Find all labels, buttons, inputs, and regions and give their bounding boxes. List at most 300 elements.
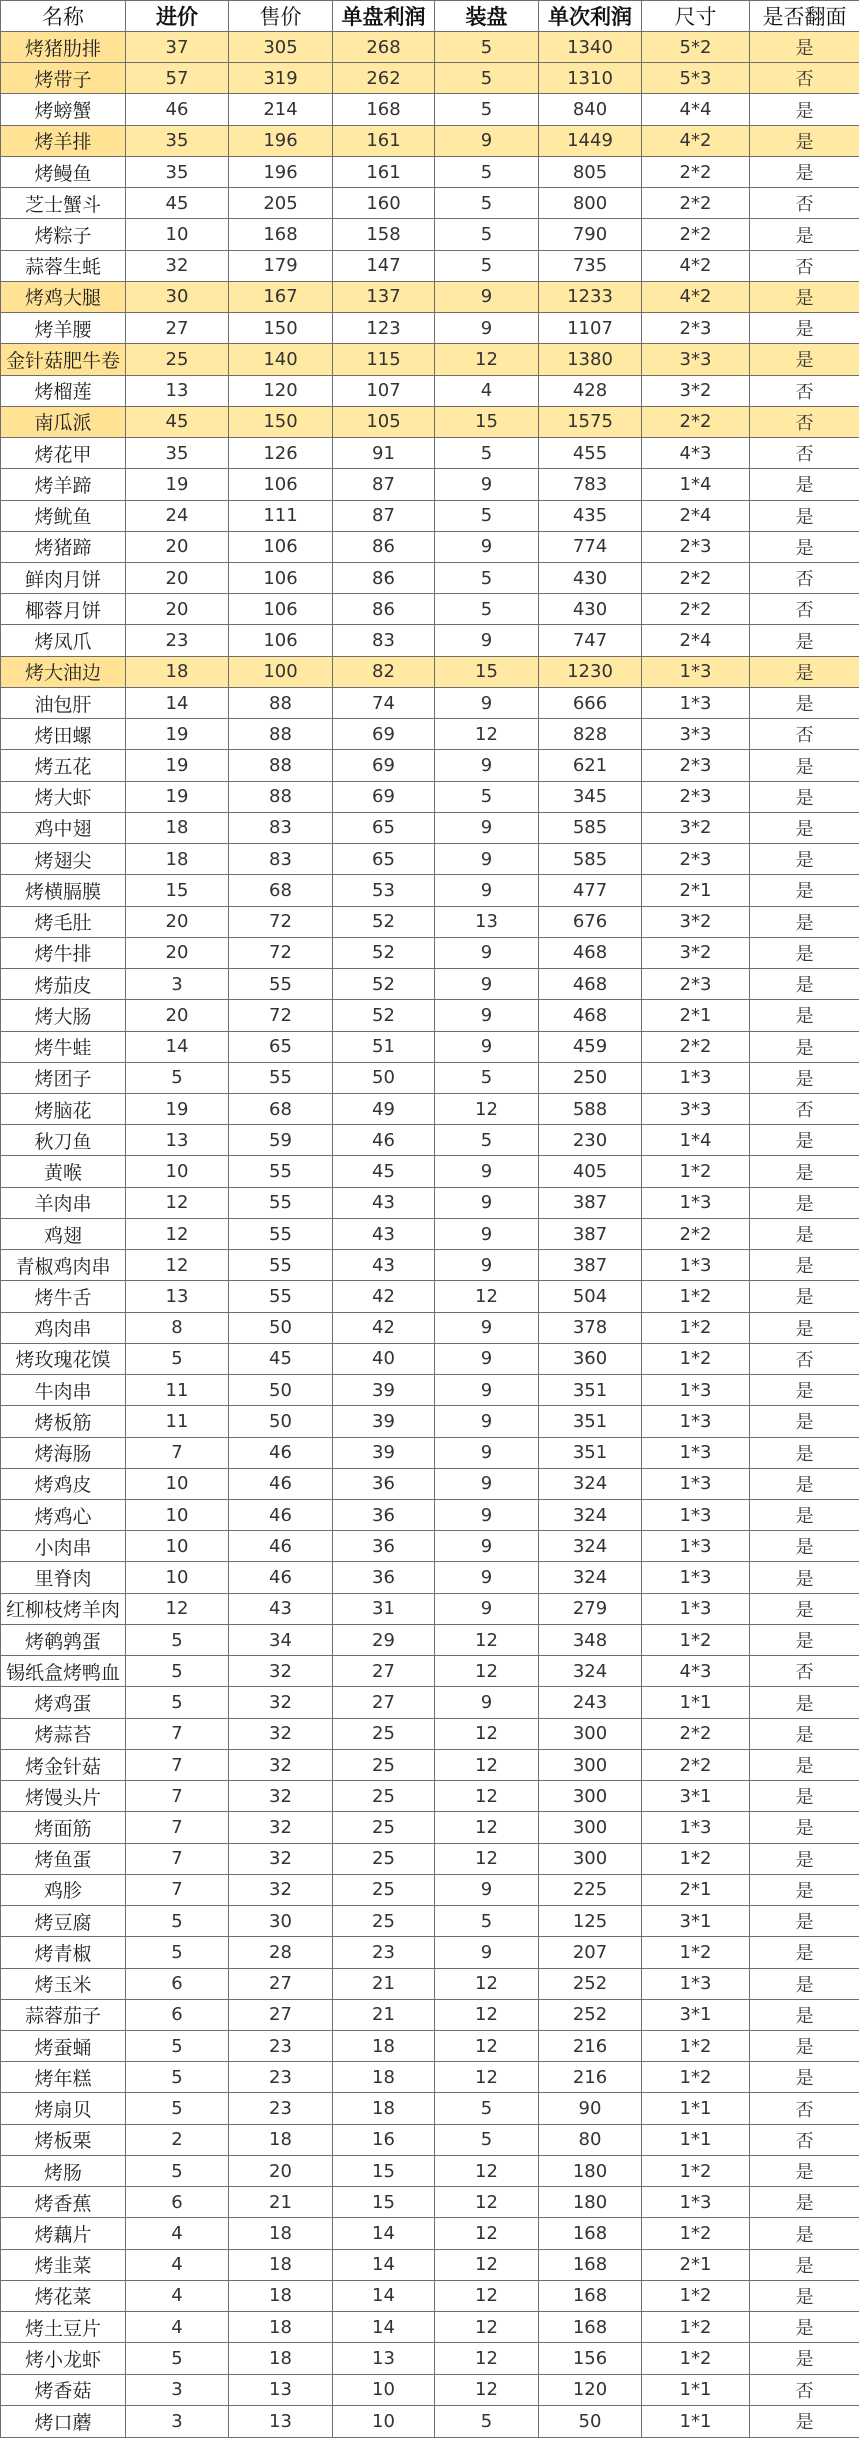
name-cell: 芝士蟹斗 [1,188,126,219]
cost-cell: 3 [126,2374,229,2405]
flip-cell: 是 [750,1125,859,1156]
name-cell: 烤横膈膜 [1,875,126,906]
batch-profit-cell: 351 [539,1437,642,1468]
size-cell: 2*3 [642,750,750,781]
flip-cell: 否 [750,1656,859,1687]
price-cell: 50 [229,1406,333,1437]
price-cell: 32 [229,1687,333,1718]
table-row [1,812,859,843]
price-cell: 23 [229,2093,333,2124]
name-cell: 烤鹌鹑蛋 [1,1624,126,1655]
price-cell: 18 [229,2280,333,2311]
price-cell: 32 [229,1749,333,1780]
name-cell: 烤牛排 [1,937,126,968]
price-cell: 43 [229,1593,333,1624]
price-cell: 46 [229,1437,333,1468]
batch-profit-cell: 216 [539,2031,642,2062]
flip-cell: 是 [750,1624,859,1655]
price-cell: 83 [229,844,333,875]
batch-profit-cell: 125 [539,1906,642,1937]
batch-profit-cell: 1449 [539,125,642,156]
flip-cell: 是 [750,344,859,375]
size-cell: 1*3 [642,1812,750,1843]
table-row [1,1000,859,1031]
price-cell: 72 [229,937,333,968]
flip-cell: 是 [750,1562,859,1593]
size-cell: 1*1 [642,2405,750,2437]
tray-cell: 12 [435,1812,539,1843]
tray-cell: 9 [435,1343,539,1374]
cost-cell: 10 [126,1500,229,1531]
cost-cell: 19 [126,781,229,812]
name-cell: 牛肉串 [1,1375,126,1406]
batch-profit-cell: 1340 [539,32,642,63]
cost-cell: 10 [126,1562,229,1593]
tray-cell: 5 [435,1062,539,1093]
size-cell: 1*3 [642,2187,750,2218]
name-cell: 烤鸡蛋 [1,1687,126,1718]
flip-cell: 是 [750,1250,859,1281]
size-cell: 1*1 [642,1687,750,1718]
table-row [1,1468,859,1499]
price-cell: 83 [229,812,333,843]
batch-profit-cell: 252 [539,1968,642,1999]
size-cell: 1*3 [642,1437,750,1468]
profit-cell: 29 [333,1624,435,1655]
batch-profit-cell: 1107 [539,313,642,344]
header-flip: 是否翻面 [750,1,859,32]
name-cell: 烤毛肚 [1,906,126,937]
profit-cell: 16 [333,2124,435,2155]
name-cell: 烤板筋 [1,1406,126,1437]
table-row [1,469,859,500]
tray-cell: 12 [435,2155,539,2186]
profit-cell: 91 [333,438,435,469]
price-cell: 32 [229,1812,333,1843]
profit-cell: 49 [333,1093,435,1124]
table-row [1,2405,859,2437]
flip-cell: 是 [750,625,859,656]
flip-cell: 否 [750,719,859,750]
flip-cell: 是 [750,2405,859,2437]
profit-cell: 40 [333,1343,435,1374]
batch-profit-cell: 459 [539,1031,642,1062]
name-cell: 鸡中翅 [1,812,126,843]
name-cell: 烤藕片 [1,2218,126,2249]
price-cell: 59 [229,1125,333,1156]
size-cell: 1*3 [642,1968,750,1999]
flip-cell: 是 [750,1718,859,1749]
tray-cell: 12 [435,719,539,750]
profit-cell: 115 [333,344,435,375]
flip-cell: 是 [750,1531,859,1562]
batch-profit-cell: 300 [539,1781,642,1812]
name-cell: 烤扇贝 [1,2093,126,2124]
tray-cell: 5 [435,1906,539,1937]
name-cell: 蒜蓉生蚝 [1,250,126,281]
batch-profit-cell: 216 [539,2062,642,2093]
profit-cell: 25 [333,1874,435,1905]
table-row [1,2187,859,2218]
size-cell: 2*3 [642,313,750,344]
price-cell: 168 [229,219,333,250]
size-cell: 2*2 [642,594,750,625]
table-row [1,2155,859,2186]
table-row [1,125,859,156]
table-row [1,1812,859,1843]
flip-cell: 是 [750,1937,859,1968]
name-cell: 烤团子 [1,1062,126,1093]
name-cell: 烤鸡皮 [1,1468,126,1499]
size-cell: 3*2 [642,375,750,406]
tray-cell: 12 [435,344,539,375]
table-row [1,594,859,625]
price-cell: 106 [229,594,333,625]
cost-cell: 19 [126,469,229,500]
tray-cell: 12 [435,2062,539,2093]
tray-cell: 9 [435,1000,539,1031]
cost-cell: 20 [126,594,229,625]
header-profit-per-tray: 单盘利润 [333,1,435,32]
batch-profit-cell: 468 [539,969,642,1000]
flip-cell: 是 [750,1999,859,2030]
name-cell: 椰蓉月饼 [1,594,126,625]
name-cell: 烤大虾 [1,781,126,812]
tray-cell: 9 [435,1375,539,1406]
header-profit-per-batch: 单次利润 [539,1,642,32]
flip-cell: 是 [750,2218,859,2249]
size-cell: 3*3 [642,344,750,375]
price-cell: 88 [229,750,333,781]
flip-cell: 是 [750,2280,859,2311]
cost-cell: 5 [126,1656,229,1687]
size-cell: 1*2 [642,1937,750,1968]
cost-cell: 5 [126,1062,229,1093]
table-row [1,2374,859,2405]
batch-profit-cell: 676 [539,906,642,937]
name-cell: 烤青椒 [1,1937,126,1968]
table-row [1,1375,859,1406]
profit-cell: 36 [333,1531,435,1562]
cost-cell: 19 [126,1093,229,1124]
table-row [1,1031,859,1062]
size-cell: 2*4 [642,625,750,656]
flip-cell: 是 [750,94,859,125]
batch-profit-cell: 324 [539,1468,642,1499]
table-row [1,1187,859,1218]
batch-profit-cell: 168 [539,2280,642,2311]
price-cell: 179 [229,250,333,281]
size-cell: 4*3 [642,438,750,469]
batch-profit-cell: 1230 [539,656,642,687]
name-cell: 羊肉串 [1,1187,126,1218]
price-cell: 111 [229,500,333,531]
name-cell: 烤榴莲 [1,375,126,406]
table-row [1,1968,859,1999]
table-row [1,1062,859,1093]
tray-cell: 9 [435,1468,539,1499]
cost-cell: 20 [126,531,229,562]
profit-cell: 65 [333,844,435,875]
table-row [1,1125,859,1156]
price-cell: 23 [229,2031,333,2062]
name-cell: 烤口蘑 [1,2405,126,2437]
cost-cell: 11 [126,1406,229,1437]
flip-cell: 是 [750,937,859,968]
size-cell: 3*3 [642,719,750,750]
price-cell: 68 [229,875,333,906]
price-cell: 46 [229,1531,333,1562]
profit-cell: 43 [333,1250,435,1281]
cost-cell: 14 [126,687,229,718]
tray-cell: 9 [435,1156,539,1187]
table-row [1,1718,859,1749]
flip-cell: 是 [750,281,859,312]
tray-cell: 5 [435,2093,539,2124]
flip-cell: 否 [750,250,859,281]
batch-profit-cell: 300 [539,1749,642,1780]
tray-cell: 12 [435,1843,539,1874]
price-cell: 32 [229,1843,333,1874]
price-cell: 167 [229,281,333,312]
header-tray: 装盘 [435,1,539,32]
price-cell: 18 [229,2249,333,2280]
name-cell: 烤小龙虾 [1,2343,126,2374]
tray-cell: 5 [435,32,539,63]
cost-cell: 8 [126,1312,229,1343]
flip-cell: 是 [750,2031,859,2062]
tray-cell: 9 [435,125,539,156]
tray-cell: 9 [435,812,539,843]
tray-cell: 5 [435,219,539,250]
cost-cell: 46 [126,94,229,125]
batch-profit-cell: 50 [539,2405,642,2437]
price-cell: 55 [229,1250,333,1281]
price-cell: 72 [229,906,333,937]
name-cell: 锡纸盒烤鸭血 [1,1656,126,1687]
profit-cell: 18 [333,2031,435,2062]
flip-cell: 是 [750,844,859,875]
size-cell: 1*2 [642,1843,750,1874]
header-row [1,1,859,32]
tray-cell: 4 [435,375,539,406]
table-row [1,719,859,750]
cost-cell: 6 [126,1999,229,2030]
flip-cell: 是 [750,469,859,500]
size-cell: 5*3 [642,63,750,94]
size-cell: 5*2 [642,32,750,63]
profit-cell: 25 [333,1812,435,1843]
cost-cell: 25 [126,344,229,375]
size-cell: 2*1 [642,1000,750,1031]
tray-cell: 12 [435,2312,539,2343]
name-cell: 烤田螺 [1,719,126,750]
price-cell: 65 [229,1031,333,1062]
price-cell: 55 [229,1187,333,1218]
batch-profit-cell: 90 [539,2093,642,2124]
price-cell: 55 [229,1062,333,1093]
profit-cell: 74 [333,687,435,718]
cost-cell: 32 [126,250,229,281]
size-cell: 1*1 [642,2093,750,2124]
batch-profit-cell: 1310 [539,63,642,94]
profit-cell: 123 [333,313,435,344]
size-cell: 2*2 [642,406,750,437]
batch-profit-cell: 428 [539,375,642,406]
table-row [1,1781,859,1812]
price-cell: 214 [229,94,333,125]
batch-profit-cell: 360 [539,1343,642,1374]
table-row [1,531,859,562]
profit-cell: 86 [333,562,435,593]
cost-cell: 35 [126,438,229,469]
size-cell: 1*3 [642,1531,750,1562]
size-cell: 2*1 [642,875,750,906]
batch-profit-cell: 180 [539,2187,642,2218]
table-row [1,1156,859,1187]
cost-cell: 4 [126,2249,229,2280]
price-cell: 120 [229,375,333,406]
batch-profit-cell: 1575 [539,406,642,437]
flip-cell: 是 [750,1406,859,1437]
flip-cell: 是 [750,2062,859,2093]
cost-cell: 5 [126,2031,229,2062]
batch-profit-cell: 387 [539,1187,642,1218]
cost-cell: 19 [126,719,229,750]
tray-cell: 12 [435,2280,539,2311]
profit-cell: 42 [333,1312,435,1343]
tray-cell: 12 [435,2343,539,2374]
name-cell: 蒜蓉茄子 [1,1999,126,2030]
batch-profit-cell: 800 [539,188,642,219]
flip-cell: 是 [750,1687,859,1718]
size-cell: 1*3 [642,1593,750,1624]
cost-cell: 10 [126,1468,229,1499]
profit-cell: 52 [333,937,435,968]
tray-cell: 12 [435,1718,539,1749]
table-row [1,2062,859,2093]
header-name: 名称 [1,1,126,32]
batch-profit-cell: 621 [539,750,642,781]
table-row [1,1562,859,1593]
profit-cell: 25 [333,1781,435,1812]
tray-cell: 12 [435,1999,539,2030]
price-cell: 13 [229,2374,333,2405]
table-row [1,94,859,125]
flip-cell: 否 [750,1343,859,1374]
cost-cell: 5 [126,1343,229,1374]
batch-profit-cell: 243 [539,1687,642,1718]
size-cell: 1*2 [642,1343,750,1374]
flip-cell: 否 [750,438,859,469]
flip-cell: 是 [750,1812,859,1843]
price-cell: 196 [229,156,333,187]
table-row [1,500,859,531]
cost-cell: 4 [126,2218,229,2249]
name-cell: 烤鱿鱼 [1,500,126,531]
flip-cell: 是 [750,1874,859,1905]
batch-profit-cell: 585 [539,812,642,843]
name-cell: 烤面筋 [1,1812,126,1843]
name-cell: 烤金针菇 [1,1749,126,1780]
batch-profit-cell: 790 [539,219,642,250]
name-cell: 烤蒜苔 [1,1718,126,1749]
cost-cell: 10 [126,1156,229,1187]
size-cell: 1*3 [642,1250,750,1281]
flip-cell: 是 [750,1437,859,1468]
size-cell: 1*3 [642,1187,750,1218]
tray-cell: 12 [435,2374,539,2405]
flip-cell: 是 [750,687,859,718]
name-cell: 烤粽子 [1,219,126,250]
size-cell: 2*3 [642,781,750,812]
tray-cell: 9 [435,969,539,1000]
size-cell: 3*1 [642,1781,750,1812]
profit-cell: 52 [333,1000,435,1031]
price-cell: 23 [229,2062,333,2093]
cost-cell: 5 [126,2093,229,2124]
size-cell: 1*3 [642,1468,750,1499]
size-cell: 1*2 [642,1624,750,1655]
table-row [1,1687,859,1718]
name-cell: 烤螃蟹 [1,94,126,125]
cost-cell: 5 [126,2062,229,2093]
profit-cell: 15 [333,2187,435,2218]
size-cell: 1*3 [642,1406,750,1437]
profit-cell: 36 [333,1468,435,1499]
profit-cell: 27 [333,1656,435,1687]
table-row [1,1749,859,1780]
tray-cell: 5 [435,94,539,125]
cost-cell: 30 [126,281,229,312]
name-cell: 鲜肉月饼 [1,562,126,593]
cost-cell: 13 [126,1125,229,1156]
profit-cell: 87 [333,500,435,531]
size-cell: 2*2 [642,1218,750,1249]
size-cell: 1*2 [642,2218,750,2249]
size-cell: 2*3 [642,844,750,875]
name-cell: 青椒鸡肉串 [1,1250,126,1281]
tray-cell: 9 [435,750,539,781]
table-row [1,1312,859,1343]
name-cell: 烤凤爪 [1,625,126,656]
size-cell: 2*2 [642,1031,750,1062]
table-row [1,1406,859,1437]
tray-cell: 9 [435,1312,539,1343]
name-cell: 烤羊蹄 [1,469,126,500]
table-row [1,1624,859,1655]
flip-cell: 是 [750,1000,859,1031]
profit-cell: 262 [333,63,435,94]
size-cell: 3*2 [642,937,750,968]
flip-cell: 是 [750,750,859,781]
profit-cell: 15 [333,2155,435,2186]
tray-cell: 12 [435,1781,539,1812]
flip-cell: 是 [750,781,859,812]
price-cell: 13 [229,2405,333,2437]
size-cell: 2*3 [642,531,750,562]
name-cell: 烤馒头片 [1,1781,126,1812]
tray-cell: 9 [435,1437,539,1468]
header-price: 售价 [229,1,333,32]
profit-cell: 13 [333,2343,435,2374]
batch-profit-cell: 435 [539,500,642,531]
name-cell: 烤五花 [1,750,126,781]
cost-cell: 5 [126,1687,229,1718]
table-row [1,562,859,593]
batch-profit-cell: 300 [539,1812,642,1843]
tray-cell: 5 [435,2405,539,2437]
